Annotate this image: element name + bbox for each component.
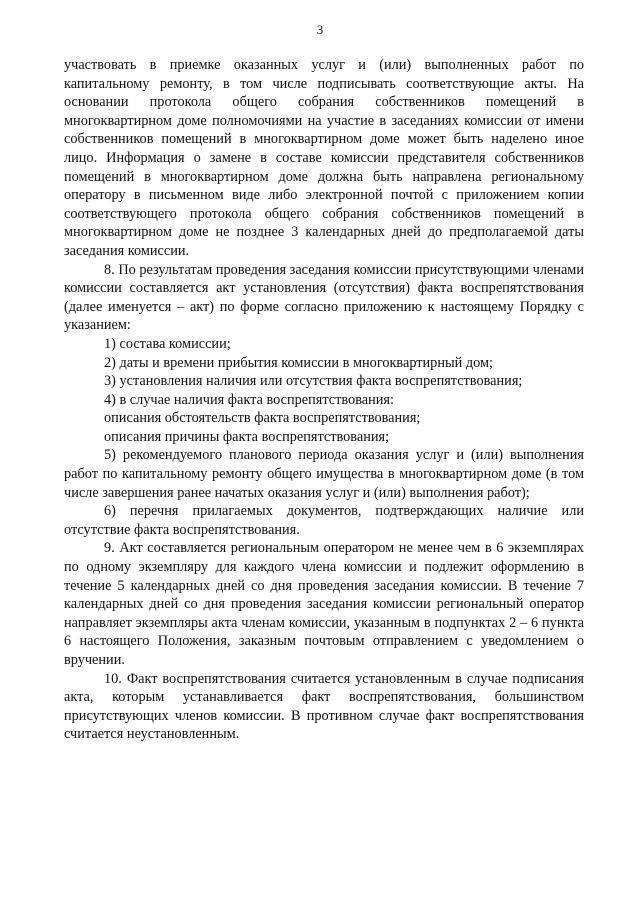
list-item-2: 2) даты и времени прибытия комиссии в многоквартирный дом; bbox=[104, 354, 493, 371]
list-item-3: 3) установления наличия или отсутствия факта воспрепятствования; bbox=[104, 373, 523, 390]
list-item-1: 1) состава комиссии; bbox=[104, 335, 231, 352]
list-item-4-circumstances: описания обстоятельств факта воспрепятствования; bbox=[104, 410, 421, 427]
list-item-4: 4) в случае наличия факта воспрепятствования: bbox=[104, 391, 394, 408]
list-item-4-reasons: описания причины факта воспрепятствования; bbox=[104, 428, 390, 445]
paragraph-continuation: участвовать в приемке оказанных услуг и (или) выполненных работ по капитальному ремонту, в том числе подписывать соответствующие акты. На основании протокола общего собрания собственников помещений в многоквартирном доме полномочиями на участие в заседаниях комиссии от имени собственников помещений в многоквартирном доме может быть наделено иное лицо. Информация о замене в составе комиссии представителя собственников помещений в многоквартирном доме должна быть направлена региональному оператору в письменном виде либо электронной почтой с приложением копии соответствующего протокола общего собрания собственников помещений в многоквартирном доме не позднее 3 календарных дней до предполагаемой даты заседания комиссии. bbox=[64, 57, 584, 259]
list-item-5: 5) рекомендуемого планового периода оказания услуг и (или) выполнения работ по капитальному ремонту общего имущества в многоквартирном доме (в том числе завершения ранее начатых оказания услуг и (или) выполнения работ); bbox=[64, 447, 584, 501]
paragraph-item-9: 9. Акт составляется региональным оператором не менее чем в 6 экземплярах по одному экземпляру для каждого члена комиссии и подлежит оформлению в течение 5 календарных дней со дня проведения заседания комиссии. В течение 7 календарных дней со дня проведения заседания комиссии региональный оператор направляет экземпляры акта членам комиссии, указанным в подпунктах 2 – 6 пункта 6 настоящего Положения, заказным почтовым отправлением с уведомлением о вручении. bbox=[64, 540, 584, 668]
paragraph-item-10: 10. Факт воспрепятствования считается установленным в случае подписания акта, которым устанавливается факт воспрепятствования, большинством присутствующих членов комиссии. В противном случае факт воспрепятствования считается неустановленным. bbox=[64, 670, 584, 743]
paragraph-item-8: 8. По результатам проведения заседания комиссии присутствующими членами комиссии составляется акт установления (отсутствия) факта воспрепятствования (далее именуется – акт) по форме согласно приложению к настоящему Порядку с указанием: bbox=[64, 261, 584, 334]
document-body bbox=[64, 56, 584, 744]
list-item-6: 6) перечня прилагаемых документов, подтверждающих наличие или отсутствие факта воспрепятствования. bbox=[64, 503, 584, 538]
page-number: 3 bbox=[316, 22, 324, 37]
